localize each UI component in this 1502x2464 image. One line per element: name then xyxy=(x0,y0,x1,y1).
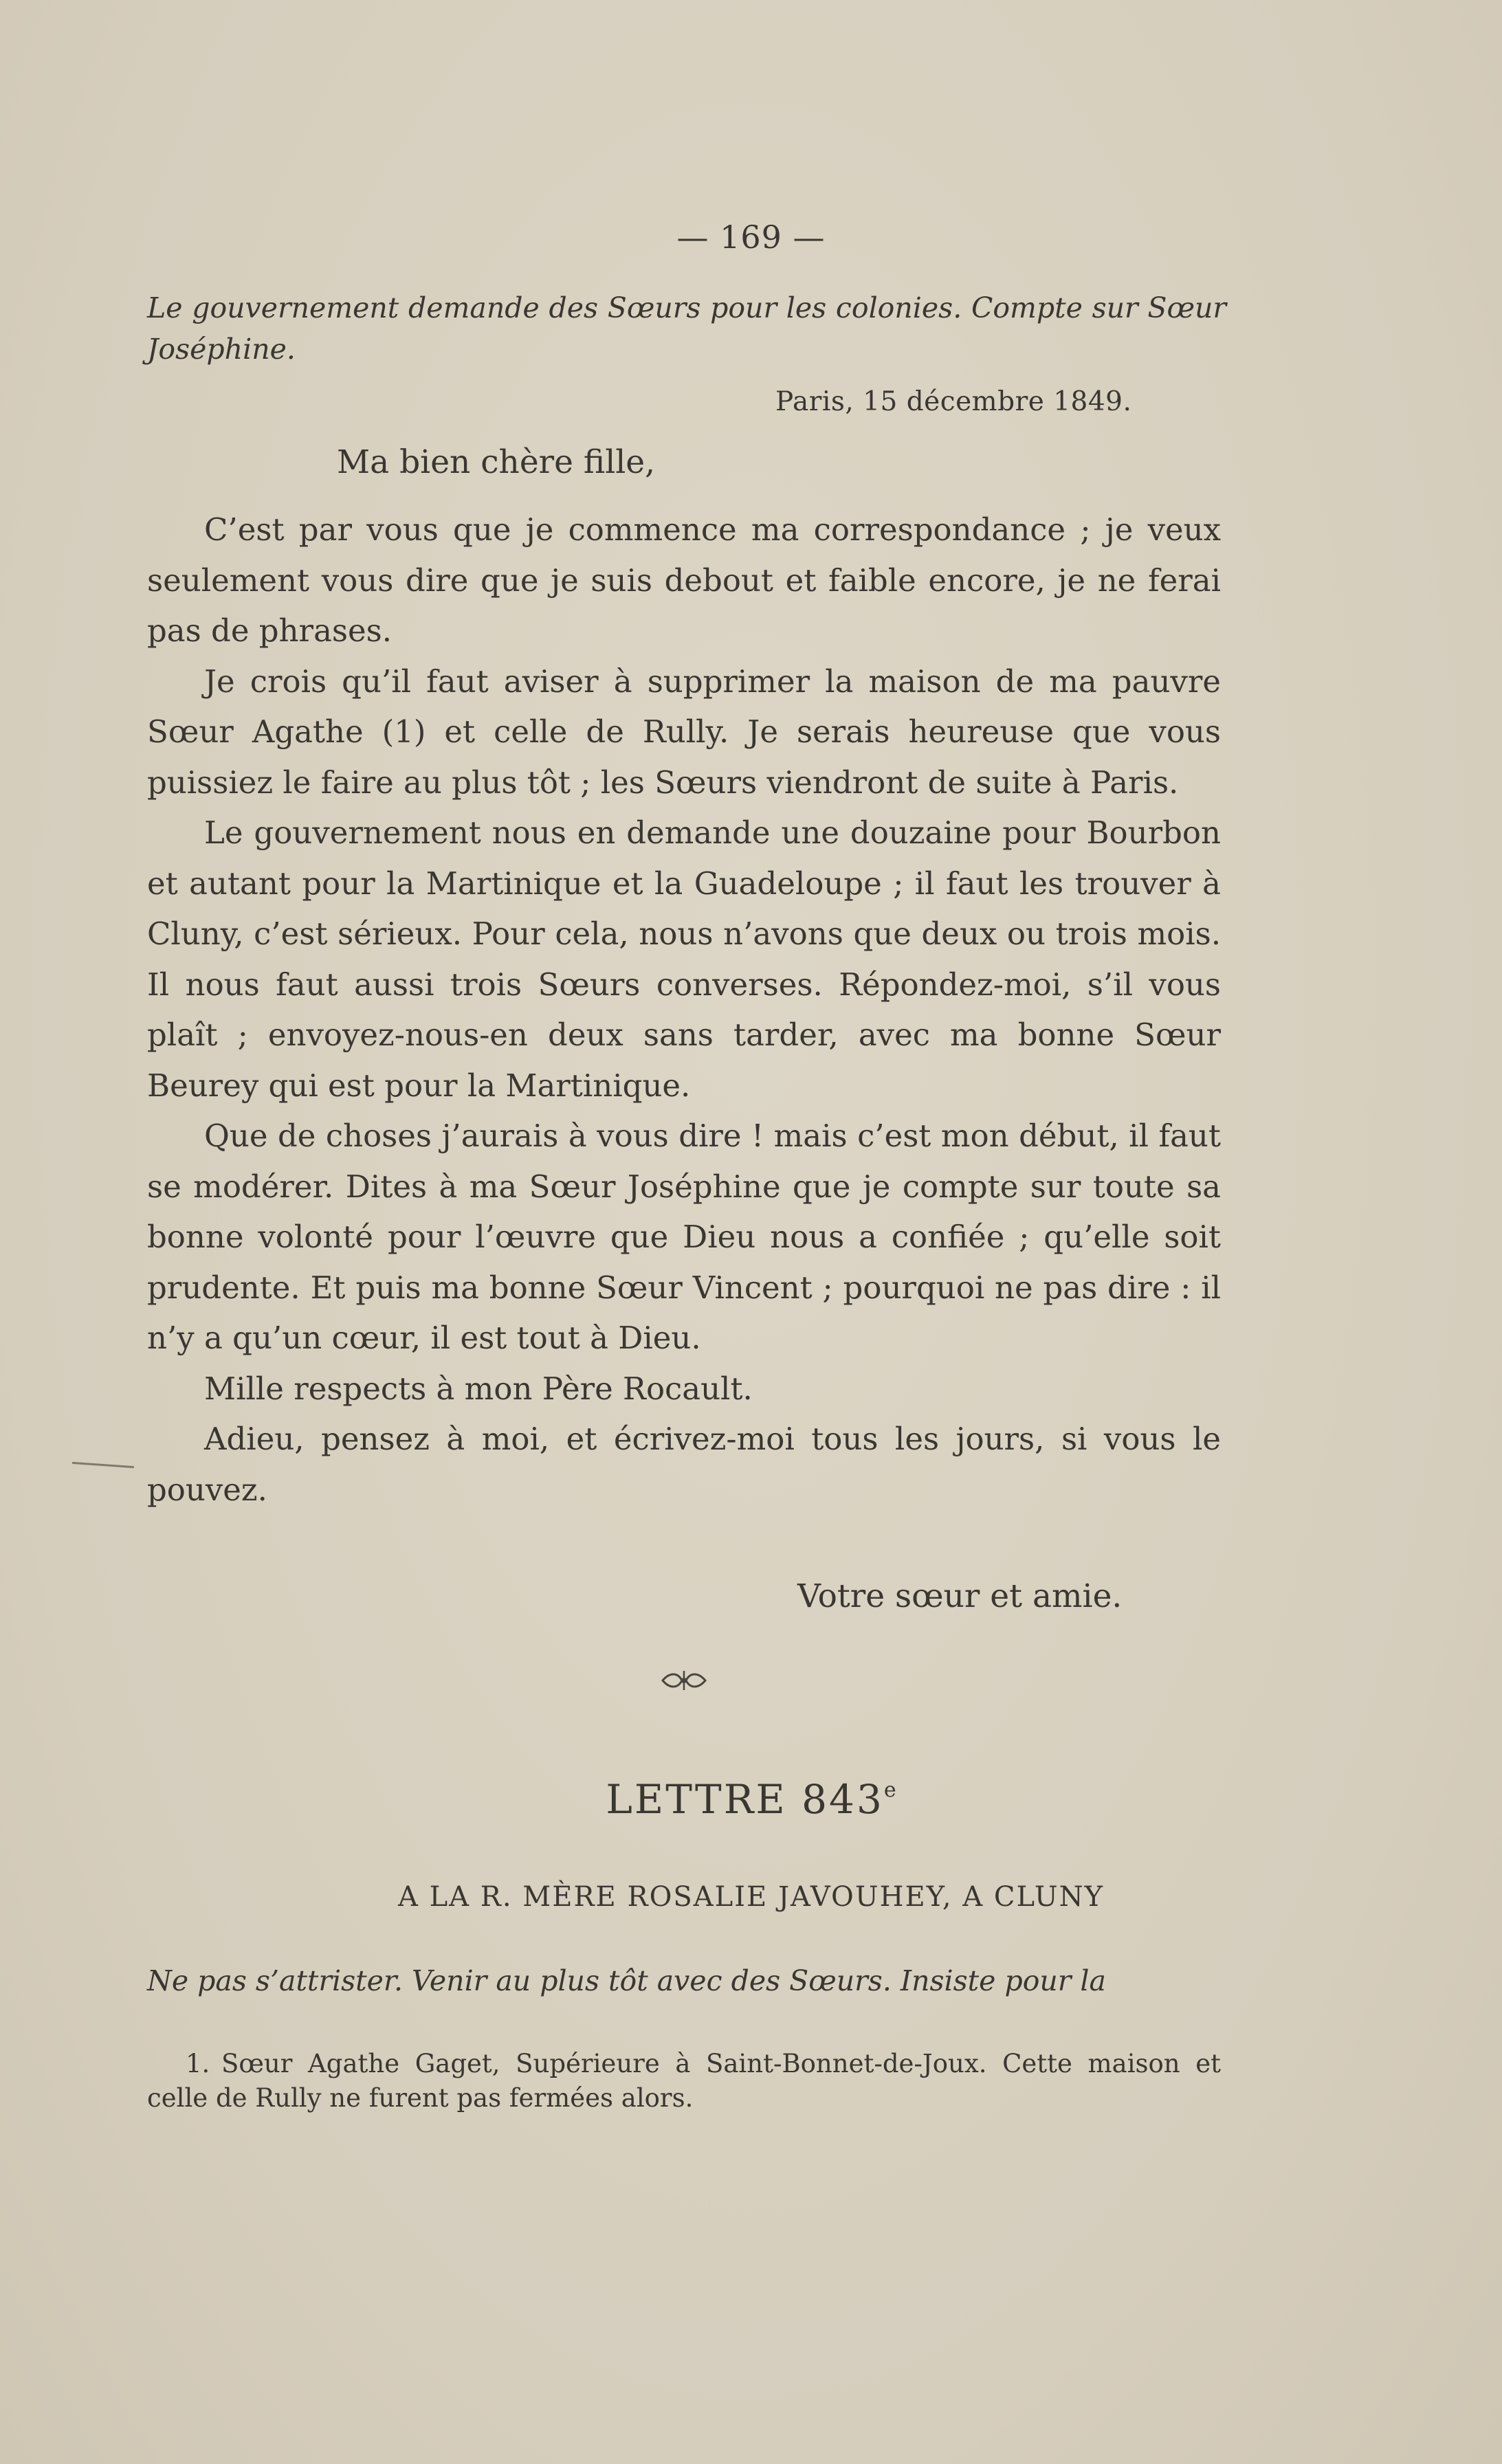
page-number: — 169 — xyxy=(676,219,826,256)
letter-summary: Le gouvernement demande des Sœurs pour les colonies. Compte sur Sœur Joséphine. xyxy=(147,291,1226,366)
footnote xyxy=(147,2047,1221,2116)
letter-body xyxy=(147,504,1221,1515)
paragraph: Que de choses j’aurais à vous dire ! mais c’est mon début, il faut se modérer. Dites à ma Sœur Joséphine que je compte sur toute sa bonne volonté pour l’œuvre que Dieu nous a confiée ; qu’elle soit prudente. Et puis ma bonne Sœur Vincent ; pourquoi ne pas dire : il n’y a qu’un cœur, il est tout à Dieu. xyxy=(147,1118,1221,1356)
dateline: Paris, 15 décembre 1849. xyxy=(775,386,1132,417)
letter-heading xyxy=(0,1776,1502,1823)
paragraph: Mille respects à mon Père Rocault. xyxy=(204,1370,753,1407)
footnote-text: Sœur Agathe Gaget, Supérieure à Saint-Bonnet-de-Joux. Cette maison et celle de Rully ne furent pas fermées alors. xyxy=(147,2049,1221,2113)
paragraph: C’est par vous que je commence ma correspondance ; je veux seulement vous dire que je suis debout et faible encore, je ne ferai pas de phrases. xyxy=(147,511,1221,649)
letter-summary: Ne pas s’attrister. Venir au plus tôt avec des Sœurs. Insiste pour la xyxy=(147,1964,1106,1997)
fleuron-ornament-icon xyxy=(660,1667,708,1694)
salutation: Ma bien chère fille, xyxy=(337,443,656,481)
margin-mark xyxy=(72,1462,134,1468)
recipient-line: A LA R. MÈRE ROSALIE JAVOUHEY, A CLUNY xyxy=(397,1881,1105,1913)
paragraph: Le gouvernement nous en demande une douzaine pour Bourbon et autant pour la Martinique et la Guadeloupe ; il faut les trouver à Cluny, c’est sérieux. Pour cela, nous n’avons que deux ou trois mois. Il nous faut aussi trois Sœurs converses. Répondez-moi, s’il vous plaît ; envoyez-nous-en deux sans tarder, avec ma bonne Sœur Beurey qui est pour la Martinique. xyxy=(147,814,1221,1104)
letter-title-suffix: e xyxy=(883,1778,896,1802)
letter-title: LETTRE 843 xyxy=(606,1776,884,1823)
signature: Votre sœur et amie. xyxy=(797,1577,1123,1615)
paragraph: Je crois qu’il faut aviser à supprimer la maison de ma pauvre Sœur Agathe (1) et celle de Rully. Je serais heureuse que vous puissiez le faire au plus tôt ; les Sœurs viendront de suite à Paris. xyxy=(147,663,1221,801)
footnote-number: 1. xyxy=(186,2049,210,2078)
paragraph: Adieu, pensez à moi, et écrivez-moi tous les jours, si vous le pouvez. xyxy=(147,1421,1221,1508)
